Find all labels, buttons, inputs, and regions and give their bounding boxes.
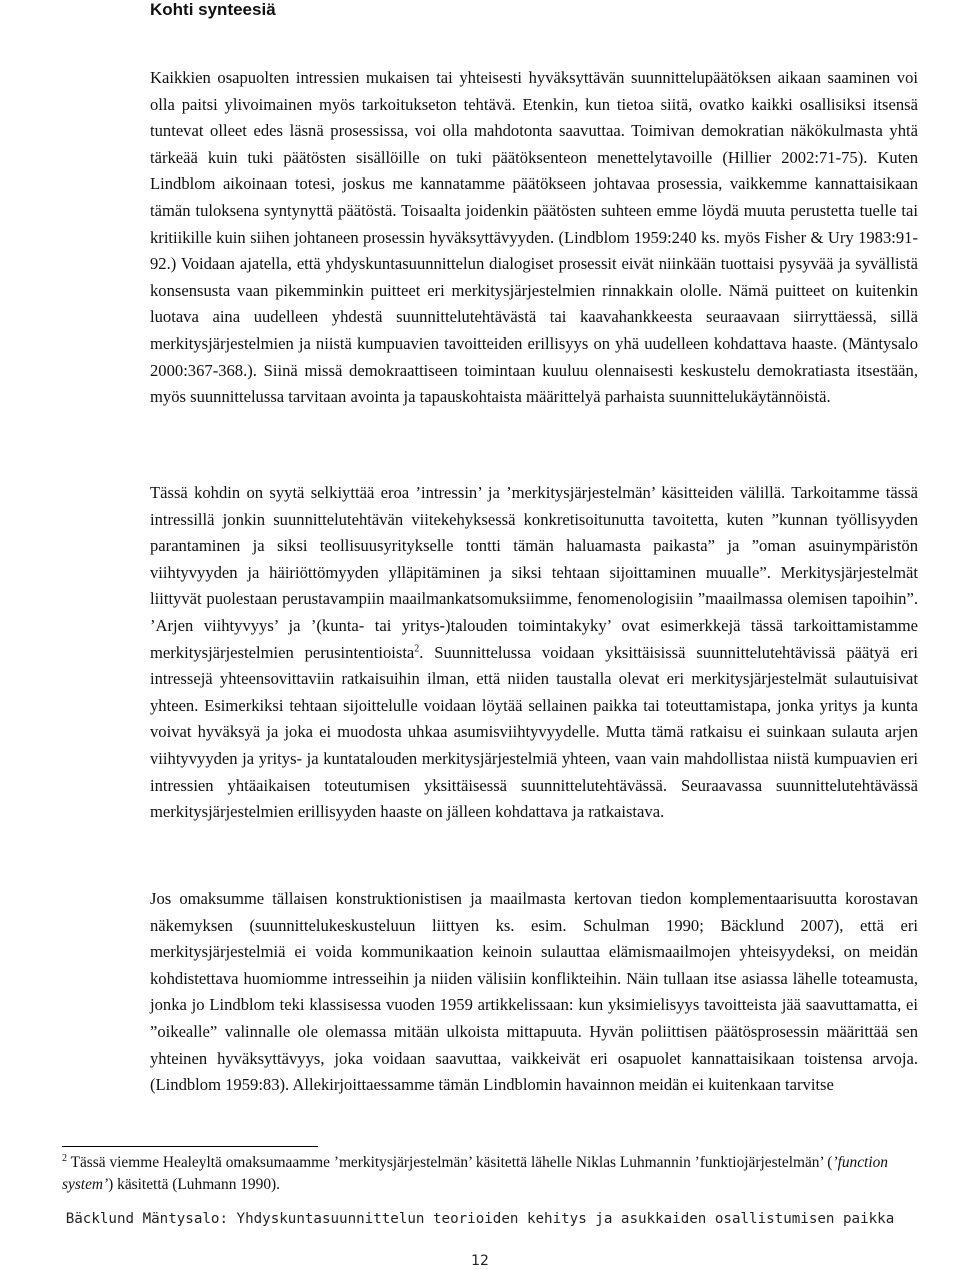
- paragraph-3: Jos omaksumme tällaisen konstruktionistisen ja maailmasta kertovan tiedon komplementaarisuutta korostavan näkemyksen (suunnittelukeskusteluun liittyen ks. esim. Schulman 1990; Bäcklund 2007), että eri merkitysjärjestelmiä ei voida kommunikaation keinoin sulauttaa elämismaailmojen yhteisyydeksi, on meidän kohdistettava huomiomme intresseihin ja niiden välisiin konflikteihin. Näin tullaan itse asiassa lähelle toteamusta, jonka jo Lindblom teki klassisessa vuoden 1959 artikkelissaan: kun yksimielisyys tavoitteista jää saavuttamatta, ei ”oikealle” valinnalle ole olemassa mitään ulkoista mittapuuta. Hyvän poliittisen päätösprosessin määrittää sen yhteinen hyväksyttävyys, joka voidaan saavuttaa, vaikkeivät eri osapuolet kannattaisikaan toistensa arvoja. (Lindblom 1959:83). Allekirjoittaessamme tämän Lindblomin havainnon meidän ei kuitenkaan tarvitse: [150, 889, 918, 1095]
- paragraph-2: [150, 480, 918, 826]
- running-footer: Bäcklund Mäntysalo: Yhdyskuntasuunnittelun teorioiden kehitys ja asukkaiden osallistumisen paikka: [65, 1211, 895, 1227]
- footnote-italic-term: ’function system’: [62, 1154, 889, 1193]
- footnote: [62, 1152, 918, 1196]
- footnote-number: 2: [62, 1152, 67, 1164]
- footnote-text-b: ) käsitettä (Luhmann 1990).: [108, 1176, 280, 1193]
- footnote-reference: 2: [414, 643, 420, 655]
- paragraph-1: Kaikkien osapuolten intressien mukaisen tai yhteisesti hyväksyttävän suunnittelupäätöksen aikaan saaminen voi olla paitsi ylivoimainen myös tarkoitukseton tehtävä. Etenkin, kun tietoa siitä, ovatko kaikki osallisiksi itsensä tuntevat olleet edes läsnä prosessissa, voi olla mahdotonta saavuttaa. Toimivan demokratian näkökulmasta yhtä tärkeää kuin tuki päätösten sisällöille on tuki päätöksenteon menettelytavoille (Hillier 2002:71-75). Kuten Lindblom aikoinaan totesi, joskus me kannatamme päätökseen johtavaa prosessia, vaikkemme kannattaisikaan tämän tuloksena syntynyttä päätöstä. Toisaalta joidenkin päätösten suhteen emme löydä muuta perustetta tuelle tai kritiikille kuin siihen johtaneen prosessin hyväksyttävyyden. (Lindblom 1959:240 ks. myös Fisher & Ury 1983:91-92.) Voidaan ajatella, että yhdyskuntasuunnittelun dialogiset prosessit eivät niinkään tuottaisi pysyvää ja syvällistä konsensusta vaan pikemminkin puitteet eri merkitysjärjestelmien rinnakkain ololle. Nämä puitteet on kuitenkin luotava aina uudelleen yhdestä suunnittelutehtävästä tai kaavahankkeesta seuraavaan siirryttäessä, sillä merkitysjärjestelmien ja niistä kumpuavien tavoitteiden erillisyys on yhä uudelleen kohdattava haaste. (Mäntysalo 2000:367-368.). Siinä missä demokraattiseen toimintaan kuuluu olennaisesti keskustelu demokratiasta itsestään, myös suunnittelussa tarvitaan avointa ja tapauskohtaista määrittelyä parhaista suunnittelukäytännöistä.: [150, 68, 918, 407]
- paragraph-2-text-b: . Suunnittelussa voidaan yksittäisissä suunnittelutehtävissä päätyä eri intressejä yhteensovittaviin ratkaisuihin ilman, että niiden taustalla olevat eri merkitysjärjestelmät sulautuisivat yhteen. Esimerkiksi tehtaan sijoittelulle voidaan löytää sellainen paikka tai toteuttamistapa, jonka yritys ja kunta voivat hyväksyä ja joka ei muodosta uhkaa asumisviihtyvyydelle. Mutta tämä ratkaisu ei suinkaan sulauta arjen viihtyvyyden ja yritys- ja kuntatalouden merkitysjärjestelmiä yhteen, vaan vain mahdollistaa niistä kumpuavien eri intressien yhtäaikaisen toteutumisen yksittäisessä suunnittelutehtävässä. Seuraavassa suunnittelutehtävässä merkitysjärjestelmien erillisyyden haaste on jälleen kohdattava ja ratkaistava.: [150, 642, 918, 822]
- page-number: 12: [471, 1253, 489, 1269]
- footnote-divider: [62, 1146, 318, 1147]
- section-heading: Kohti synteesiä: [150, 0, 276, 19]
- paragraph-2-text-a: Tässä kohdin on syytä selkiyttää eroa ’intressin’ ja ’merkitysjärjestelmän’ käsitteiden välillä. Tarkoitamme tässä intressillä jonkin suunnittelutehtävän viitekehyksessä konkretisoitunutta tavoitetta, kuten ”kunnan työllisyyden parantaminen ja siksi teollisuusyritykselle tontti tämän haluamasta paikasta” ja ”oman asuinympäristön viihtyvyyden ja häiriöttömyyden ylläpitäminen ja siksi tehtaan sijoittaminen muualle”. Merkitysjärjestelmät liittyvät puolestaan perustavampiin maailmankatsomuksiimme, fenomenologisiin ”maailmassa olemisen tapoihin”. ’Arjen viihtyvyys’ ja ’(kunta- tai yritys-)talouden toimintakyky’ ovat esimerkkejä tässä tarkoittamistamme merkitysjärjestelmien perusintentioista: [150, 483, 918, 662]
- footnote-text-a: Tässä viemme Healeyltä omaksumaamme ’merkitysjärjestelmän’ käsitettä lähelle Niklas Luhmannin ’funktiojärjestelmän’ (: [67, 1154, 833, 1171]
